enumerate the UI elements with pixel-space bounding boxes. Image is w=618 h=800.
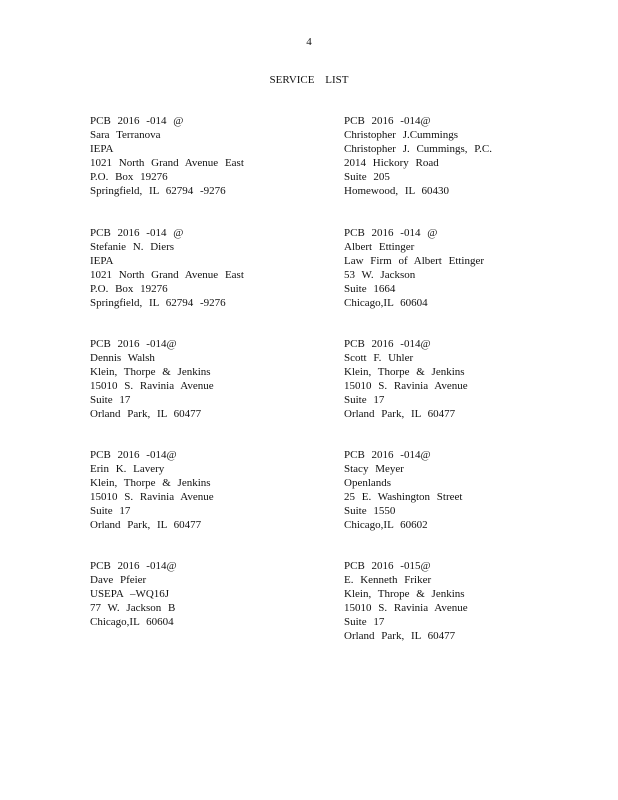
organization: Law Firm of Albert Ettinger (344, 255, 485, 267)
address-line: 53 W. Jackson (344, 269, 416, 281)
address-line: Orland Park, IL 60477 (344, 408, 456, 420)
case-number: PCB 2016 -014@ (344, 115, 431, 127)
address-line: 15010 S. Ravinia Avenue (90, 491, 214, 503)
address-line: Chicago,IL 60604 (344, 297, 428, 309)
organization: Klein, Thorpe & Jenkins (90, 477, 211, 489)
organization: IEPA (90, 255, 114, 267)
address-line: Suite 205 (344, 171, 390, 183)
contact-name: Stefanie N. Diers (90, 241, 175, 253)
case-number: PCB 2016 -015@ (344, 560, 431, 572)
contact-name: Erin K. Lavery (90, 463, 165, 475)
page-title: SERVICE LIST (269, 74, 349, 86)
case-number: PCB 2016 -014@ (344, 338, 431, 350)
organization: Klein, Thorpe & Jenkins (90, 366, 211, 378)
organization: Christopher J. Cummings, P.C. (344, 143, 492, 155)
address-line: Springfield, IL 62794 -9276 (90, 185, 226, 197)
address-line: Orland Park, IL 60477 (344, 630, 456, 642)
contact-name: Scott F. Uhler (344, 352, 414, 364)
address-line: 77 W. Jackson B (90, 602, 176, 614)
address-line: 2014 Hickory Road (344, 157, 439, 169)
address-line: Orland Park, IL 60477 (90, 519, 202, 531)
address-line: Homewood, IL 60430 (344, 185, 450, 197)
organization: IEPA (90, 143, 114, 155)
address-line: P.O. Box 19276 (90, 283, 168, 295)
service-entry (90, 337, 320, 421)
address-line: Suite 17 (344, 394, 385, 406)
address-line: Suite 17 (90, 505, 131, 517)
address-line: Suite 1664 (344, 283, 396, 295)
contact-name: Christopher J.Cummings (344, 129, 459, 141)
contact-name: Albert Ettinger (344, 241, 415, 253)
contact-name: E. Kenneth Friker (344, 574, 432, 586)
address-line: 15010 S. Ravinia Avenue (344, 380, 468, 392)
service-entry (344, 114, 574, 198)
address-line: Orland Park, IL 60477 (90, 408, 202, 420)
case-number: PCB 2016 -014 @ (90, 115, 184, 127)
organization: Openlands (344, 477, 392, 489)
service-entry (90, 448, 320, 532)
service-entry (90, 114, 320, 198)
address-line: 15010 S. Ravinia Avenue (344, 602, 468, 614)
case-number: PCB 2016 -014 @ (344, 227, 438, 239)
address-line: Suite 1550 (344, 505, 396, 517)
address-line: 1021 North Grand Avenue East (90, 157, 244, 169)
address-line: 25 E. Washington Street (344, 491, 463, 503)
address-line: Chicago,IL 60604 (90, 616, 174, 628)
case-number: PCB 2016 -014@ (344, 449, 431, 461)
case-number: PCB 2016 -014@ (90, 338, 177, 350)
service-entry (344, 559, 574, 643)
organization: Klein, Thrope & Jenkins (344, 588, 465, 600)
service-entry (344, 226, 574, 310)
service-entry (344, 448, 574, 532)
case-number: PCB 2016 -014@ (90, 560, 177, 572)
address-line: 15010 S. Ravinia Avenue (90, 380, 214, 392)
organization: USEPA –WQ16J (90, 588, 170, 600)
address-line: P.O. Box 19276 (90, 171, 168, 183)
contact-name: Sara Terranova (90, 129, 161, 141)
contact-name: Dennis Walsh (90, 352, 155, 364)
service-entry (90, 559, 320, 629)
service-entry (90, 226, 320, 310)
page-number: 4 (306, 36, 312, 48)
contact-name: Stacy Meyer (344, 463, 404, 475)
address-line: Springfield, IL 62794 -9276 (90, 297, 226, 309)
case-number: PCB 2016 -014 @ (90, 227, 184, 239)
contact-name: Dave Pfeier (90, 574, 147, 586)
address-line: 1021 North Grand Avenue East (90, 269, 244, 281)
address-line: Suite 17 (344, 616, 385, 628)
address-line: Chicago,IL 60602 (344, 519, 428, 531)
case-number: PCB 2016 -014@ (90, 449, 177, 461)
organization: Klein, Thorpe & Jenkins (344, 366, 465, 378)
address-line: Suite 17 (90, 394, 131, 406)
service-entry (344, 337, 574, 421)
